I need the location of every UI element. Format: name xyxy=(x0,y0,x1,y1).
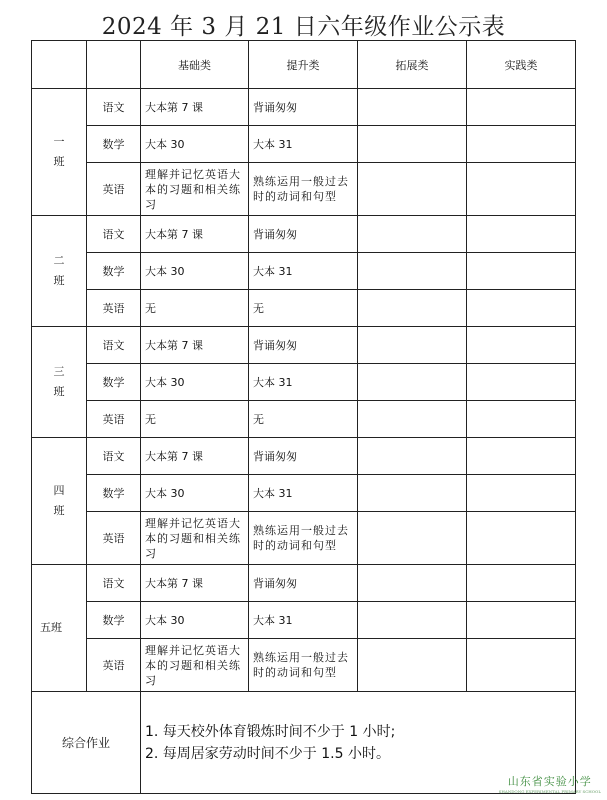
table-row xyxy=(32,253,576,290)
practice-cell xyxy=(467,290,576,327)
summary-line-2: 2. 每周居家劳动时间不少于 1.5 小时。 xyxy=(145,745,390,762)
practice-cell xyxy=(467,401,576,438)
stamp-subtext: SHANDONG EXPERIMENTAL PRIMARY SCHOOL xyxy=(498,789,601,794)
basic-cell: 理解并记忆英语大本的习题和相关练习 xyxy=(141,639,249,692)
table-row xyxy=(32,512,576,565)
class-name-3: 三 班 xyxy=(32,327,87,438)
table-row xyxy=(32,290,576,327)
table-row xyxy=(32,438,576,475)
practice-cell xyxy=(467,327,576,364)
extension-cell xyxy=(358,163,467,216)
subject-cell: 英语 xyxy=(87,512,141,565)
class-name-1: 一 班 xyxy=(32,89,87,216)
basic-cell: 大本 30 xyxy=(141,253,249,290)
class-name-5: 五班 xyxy=(32,565,87,692)
subject-cell: 数学 xyxy=(87,475,141,512)
practice-cell xyxy=(467,639,576,692)
extension-cell xyxy=(358,475,467,512)
basic-cell: 理解并记忆英语大本的习题和相关练习 xyxy=(141,512,249,565)
practice-cell xyxy=(467,512,576,565)
subject-cell: 英语 xyxy=(87,639,141,692)
class-name-4: 四 班 xyxy=(32,438,87,565)
basic-cell: 理解并记忆英语大本的习题和相关练习 xyxy=(141,163,249,216)
table-row xyxy=(32,401,576,438)
basic-cell: 大本第 7 课 xyxy=(141,438,249,475)
subject-cell: 语文 xyxy=(87,89,141,126)
advanced-cell: 大本 31 xyxy=(249,475,358,512)
subject-cell: 语文 xyxy=(87,327,141,364)
table-row xyxy=(32,216,576,253)
subject-cell: 英语 xyxy=(87,290,141,327)
basic-cell: 无 xyxy=(141,290,249,327)
header-row xyxy=(32,41,576,89)
header-blank xyxy=(32,41,87,89)
basic-cell: 大本 30 xyxy=(141,364,249,401)
advanced-cell: 熟练运用一般过去时的动词和句型 xyxy=(249,639,358,692)
basic-cell: 大本第 7 课 xyxy=(141,327,249,364)
extension-cell xyxy=(358,290,467,327)
header-extension: 拓展类 xyxy=(358,41,467,89)
advanced-cell: 熟练运用一般过去时的动词和句型 xyxy=(249,512,358,565)
subject-cell: 数学 xyxy=(87,126,141,163)
practice-cell xyxy=(467,89,576,126)
page-title: 2024 年 3 月 21 日六年级作业公示表 xyxy=(101,14,506,40)
extension-cell xyxy=(358,512,467,565)
basic-cell: 大本 30 xyxy=(141,602,249,639)
advanced-cell: 大本 31 xyxy=(249,364,358,401)
extension-cell xyxy=(358,639,467,692)
school-logo-stamp xyxy=(499,773,601,794)
subject-cell: 语文 xyxy=(87,438,141,475)
stamp-text: 山东省实验小学 xyxy=(507,775,592,788)
practice-cell xyxy=(467,253,576,290)
summary-label: 综合作业 xyxy=(32,692,141,794)
table-row xyxy=(32,364,576,401)
basic-cell: 大本第 7 课 xyxy=(141,216,249,253)
advanced-cell: 无 xyxy=(249,290,358,327)
header-advanced: 提升类 xyxy=(249,41,358,89)
advanced-cell: 熟练运用一般过去时的动词和句型 xyxy=(249,163,358,216)
practice-cell xyxy=(467,475,576,512)
subject-cell: 英语 xyxy=(87,401,141,438)
advanced-cell: 背诵匆匆 xyxy=(249,565,358,602)
header-blank xyxy=(87,41,141,89)
table-row xyxy=(32,89,576,126)
advanced-cell: 背诵匆匆 xyxy=(249,216,358,253)
table-row xyxy=(32,327,576,364)
table-row xyxy=(32,639,576,692)
advanced-cell: 无 xyxy=(249,401,358,438)
basic-cell: 大本 30 xyxy=(141,475,249,512)
subject-cell: 数学 xyxy=(87,253,141,290)
advanced-cell: 大本 31 xyxy=(249,126,358,163)
subject-cell: 语文 xyxy=(87,565,141,602)
table-row xyxy=(32,565,576,602)
advanced-cell: 背诵匆匆 xyxy=(249,327,358,364)
summary-row xyxy=(32,692,576,794)
table-row xyxy=(32,475,576,512)
basic-cell: 大本 30 xyxy=(141,126,249,163)
practice-cell xyxy=(467,126,576,163)
extension-cell xyxy=(358,216,467,253)
extension-cell xyxy=(358,327,467,364)
subject-cell: 语文 xyxy=(87,216,141,253)
practice-cell xyxy=(467,364,576,401)
basic-cell: 大本第 7 课 xyxy=(141,565,249,602)
advanced-cell: 背诵匆匆 xyxy=(249,438,358,475)
practice-cell xyxy=(467,438,576,475)
practice-cell xyxy=(467,565,576,602)
homework-table xyxy=(31,40,576,794)
extension-cell xyxy=(358,126,467,163)
extension-cell xyxy=(358,89,467,126)
subject-cell: 英语 xyxy=(87,163,141,216)
class-name-2: 二 班 xyxy=(32,216,87,327)
extension-cell xyxy=(358,438,467,475)
extension-cell xyxy=(358,253,467,290)
extension-cell xyxy=(358,401,467,438)
extension-cell xyxy=(358,364,467,401)
advanced-cell: 背诵匆匆 xyxy=(249,89,358,126)
extension-cell xyxy=(358,602,467,639)
advanced-cell: 大本 31 xyxy=(249,602,358,639)
summary-line-1: 1. 每天校外体育锻炼时间不少于 1 小时; xyxy=(145,723,396,740)
header-basic: 基础类 xyxy=(141,41,249,89)
practice-cell xyxy=(467,163,576,216)
advanced-cell: 大本 31 xyxy=(249,253,358,290)
basic-cell: 大本第 7 课 xyxy=(141,89,249,126)
extension-cell xyxy=(358,565,467,602)
table-row xyxy=(32,163,576,216)
header-practice: 实践类 xyxy=(467,41,576,89)
practice-cell xyxy=(467,602,576,639)
table-row xyxy=(32,602,576,639)
basic-cell: 无 xyxy=(141,401,249,438)
practice-cell xyxy=(467,216,576,253)
subject-cell: 数学 xyxy=(87,364,141,401)
subject-cell: 数学 xyxy=(87,602,141,639)
table-row xyxy=(32,126,576,163)
